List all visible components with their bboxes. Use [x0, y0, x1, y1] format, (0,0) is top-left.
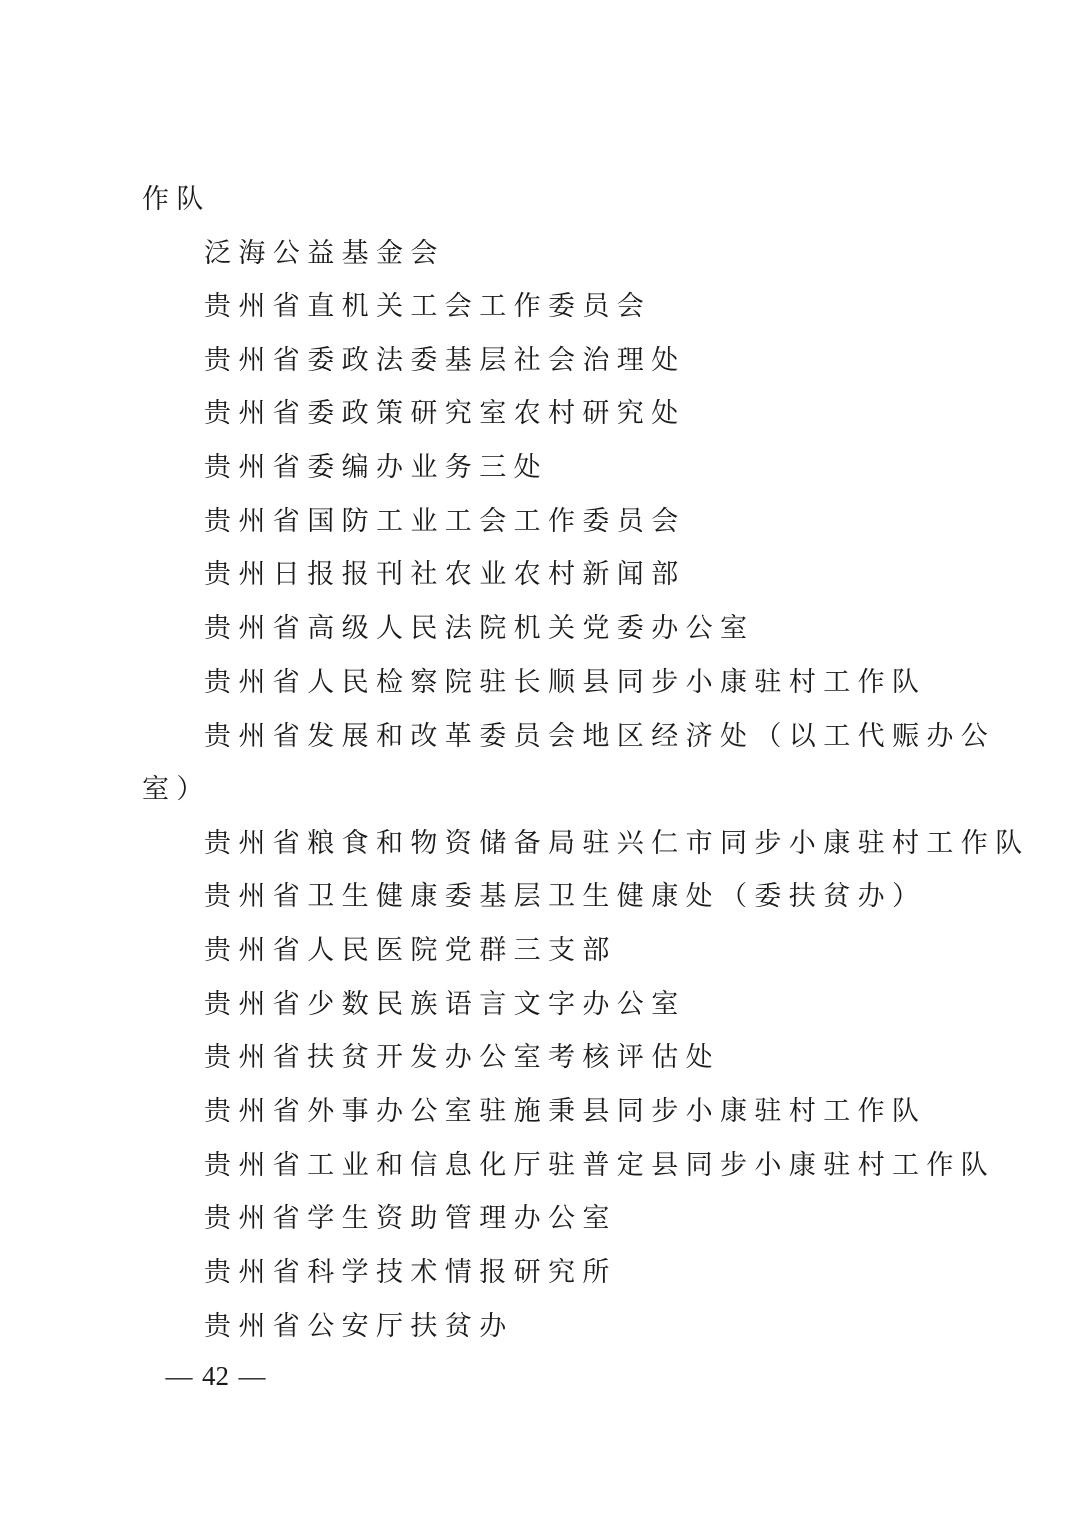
list-item: 贵州省委政策研究室农村研究处 — [204, 398, 686, 429]
list-item: 贵州省粮食和物资储备局驻兴仁市同步小康驻村工作队 — [204, 828, 1030, 859]
text-line-continuation: 作队 — [142, 184, 211, 215]
list-item: 贵州省国防工业工会工作委员会 — [204, 506, 686, 537]
list-item: 贵州省外事办公室驻施秉县同步小康驻村工作队 — [204, 1096, 927, 1127]
page-number-value: 42 — [202, 1361, 229, 1391]
list-item: 贵州省发展和改革委员会地区经济处（以工代赈办公 — [204, 721, 996, 752]
list-item: 贵州省直机关工会工作委员会 — [204, 291, 652, 322]
list-item: 贵州省工业和信息化厅驻普定县同步小康驻村工作队 — [204, 1150, 996, 1181]
list-item: 贵州省少数民族语言文字办公室 — [204, 989, 686, 1020]
list-item: 贵州省公安厅扶贫办 — [204, 1311, 514, 1342]
list-item: 贵州省委政法委基层社会治理处 — [204, 345, 686, 376]
page-number-dash-right: — — [238, 1361, 266, 1391]
list-item: 贵州日报报刊社农业农村新闻部 — [204, 559, 686, 590]
list-item: 贵州省科学技术情报研究所 — [204, 1257, 617, 1288]
list-item: 贵州省卫生健康委基层卫生健康处（委扶贫办） — [204, 881, 927, 912]
text-line-continuation: 室） — [142, 774, 211, 805]
list-item: 贵州省委编办业务三处 — [204, 452, 548, 483]
list-item: 泛海公益基金会 — [204, 238, 445, 269]
list-item: 贵州省高级人民法院机关党委办公室 — [204, 613, 755, 644]
page-number — [164, 1358, 267, 1394]
page-number-dash-left: — — [165, 1361, 193, 1391]
list-item: 贵州省学生资助管理办公室 — [204, 1203, 617, 1234]
list-item: 贵州省扶贫开发办公室考核评估处 — [204, 1042, 720, 1073]
list-item: 贵州省人民医院党群三支部 — [204, 935, 617, 966]
list-item: 贵州省人民检察院驻长顺县同步小康驻村工作队 — [204, 667, 927, 698]
